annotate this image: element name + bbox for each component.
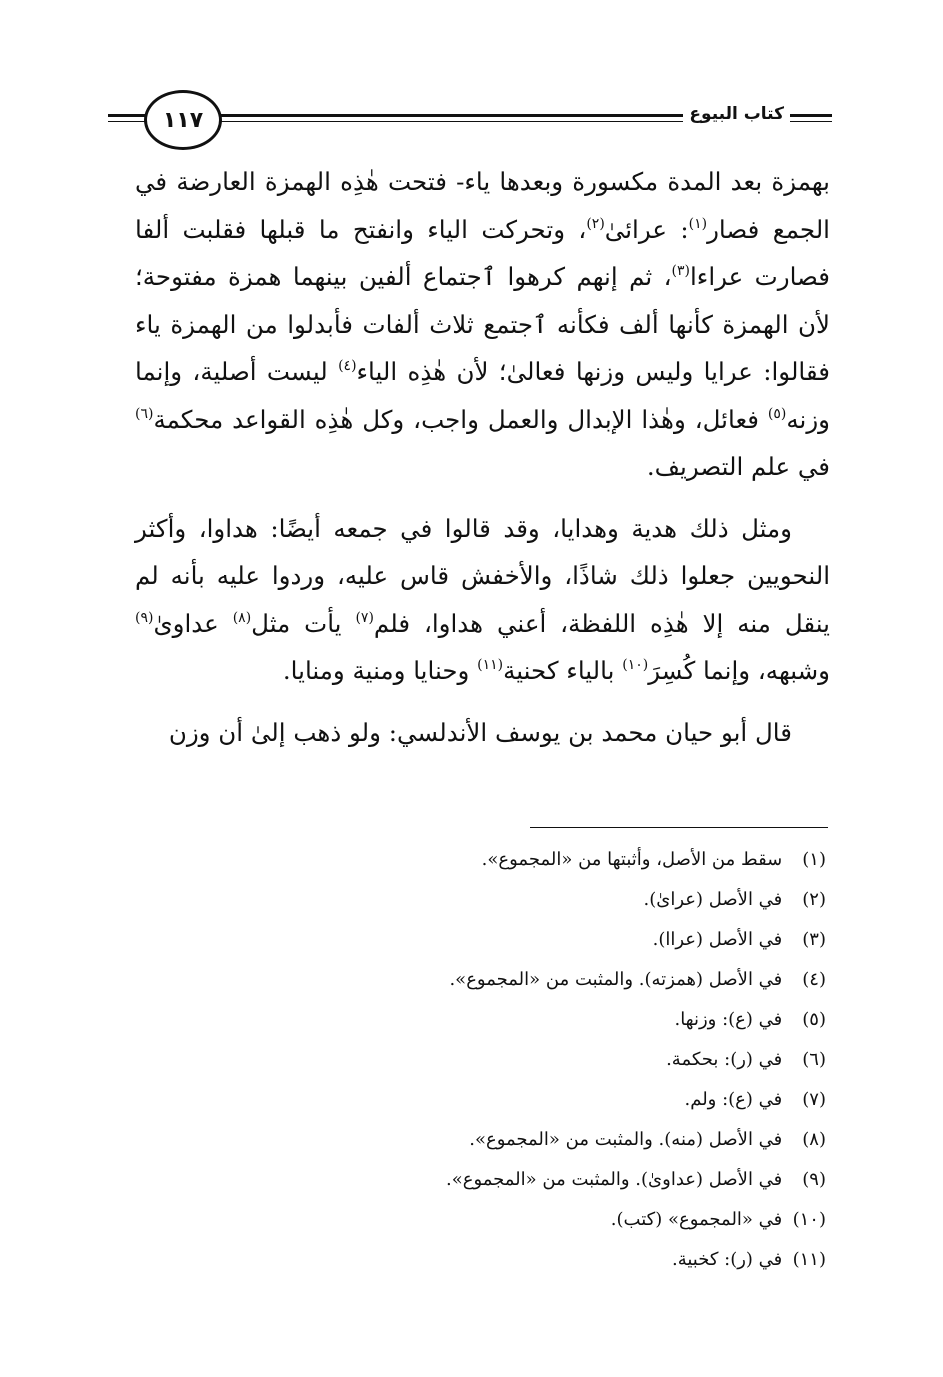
footnote-item: [300, 960, 826, 1000]
footnotes-list: [300, 840, 826, 1280]
footnote-item: [300, 1040, 826, 1080]
footnote-number: (٨): [802, 1129, 826, 1150]
text-run: يأت مثل: [251, 608, 356, 638]
footnote-ref: (٥): [767, 405, 787, 422]
footnote-text: في «المجموع» (كتب).: [610, 1209, 788, 1230]
footnote-item: [300, 920, 826, 960]
footnote-item: [300, 1200, 826, 1240]
body-paragraph: [135, 709, 830, 757]
footnote-number: (٤): [802, 969, 826, 990]
footnote-text: في الأصل (عراا).: [652, 929, 788, 950]
footnote-number: (١١): [792, 1249, 826, 1270]
footnote-text: في (ر): كخبية.: [672, 1249, 788, 1270]
footnote-ref: (٩): [135, 609, 154, 626]
main-text: [135, 158, 830, 770]
header-book-title: كتاب البيوع: [683, 104, 790, 124]
footnote-number: (٣): [802, 929, 826, 950]
text-run: في علم التصريف.: [646, 452, 830, 481]
footnote-ref: (٣): [671, 263, 690, 279]
footnote-ref: (٢): [586, 215, 605, 232]
footnote-item: [300, 1080, 826, 1120]
footnote-number: (٦): [802, 1049, 826, 1070]
footnote-ref: (٨): [232, 609, 252, 626]
page-number: ١١٧: [162, 107, 204, 133]
footnote-text: في الأصل (عداوىٰ). والمثبت من «المجموع».: [445, 1169, 788, 1190]
footnote-text: في الأصل (همزته). والمثبت من «المجموع».: [449, 969, 788, 990]
footnote-item: [300, 1160, 826, 1200]
footnote-ref: (٦): [135, 405, 154, 422]
footnote-number: (١٠): [792, 1209, 826, 1230]
text-run: : عرائىٰ: [604, 214, 689, 244]
footnote-number: (١): [802, 849, 826, 870]
footnote-text: في الأصل (منه). والمثبت من «المجموع».: [469, 1129, 788, 1150]
text-run: ، ثم إنهم كرهوا ٱجتماع ألفين بينهما همزة مفتوحة؛ لأن الهمزة كأنها ألف فكأنه ٱجتمع ثلاث ألفات فأبدلوا من الهمزة ياء فقالوا: عرايا وليس وزنها فعالىٰ؛ لأن هٰذِه الياء: [135, 262, 830, 386]
footnote-ref: (٤): [338, 358, 357, 374]
footnote-ref: (٧): [355, 609, 374, 626]
footnote-item: [300, 1120, 826, 1160]
page-number-badge: [144, 90, 222, 150]
text-run: قال أبو حيان محمد بن يوسف الأندلسي: ولو ذهب إلىٰ أن وزن: [168, 717, 792, 747]
header-rule-left-thick: [108, 114, 148, 117]
footnote-separator: [530, 827, 828, 828]
text-run: ، وتحركت الياء وانفتح ما قبلها فقلبت ألفا فصارت عراءا: [135, 214, 830, 291]
footnote-item: [300, 840, 826, 880]
footnote-ref: (١٠): [622, 657, 649, 673]
footnote-number: (٢): [802, 889, 826, 910]
running-header: [108, 90, 832, 150]
footnote-number: (٧): [802, 1089, 826, 1110]
footnote-number: (٥): [802, 1009, 826, 1030]
text-run: وحنايا ومنية ومنايا.: [282, 656, 478, 685]
text-run: فعائل، وهٰذا الإبدال والعمل واجب، وكل هٰذِه القواعد محكمة: [153, 404, 768, 434]
footnote-number: (٩): [802, 1169, 826, 1190]
footnote-item: [300, 1240, 826, 1280]
footnote-item: [300, 1000, 826, 1040]
text-run: ليست أصلية، وإنما وزنه: [135, 357, 830, 434]
text-run: ومثل ذلك هدية وهدايا، وقد قالوا في جمعه أيضًا: هداوا، وأكثر النحويين جعلوا ذلك شاذًا، والأخفش قاس عليه، وردوا عليه بأنه لم ينقل منه إلا هٰذِه اللفظة، أعني هداوا، فلم: [135, 513, 830, 638]
footnote-text: في (ر): بحكمة.: [666, 1049, 788, 1070]
header-rule-left-thin: [108, 121, 148, 122]
footnote-text: سقط من الأصل، وأثبتها من «المجموع».: [481, 849, 788, 870]
text-run: بهمزة بعد المدة مكسورة وبعدها ياء- فتحت هٰذِه الهمزة العارضة في الجمع فصار: [135, 167, 830, 244]
footnote-ref: (١): [688, 215, 708, 232]
body-paragraph: [135, 505, 830, 695]
footnote-text: في الأصل (عراىٰ).: [643, 889, 788, 910]
text-run: عداوىٰ: [153, 608, 233, 638]
text-run: وشبهه، وإنما كُسِرَ: [648, 656, 830, 685]
footnote-ref: (١١): [477, 657, 504, 673]
body-paragraph: [135, 158, 830, 491]
footnote-text: في (ع): وزنها.: [674, 1009, 788, 1030]
text-run: بالياء كحنية: [503, 656, 623, 685]
footnote-item: [300, 880, 826, 920]
footnote-text: في (ع): ولم.: [684, 1089, 788, 1110]
